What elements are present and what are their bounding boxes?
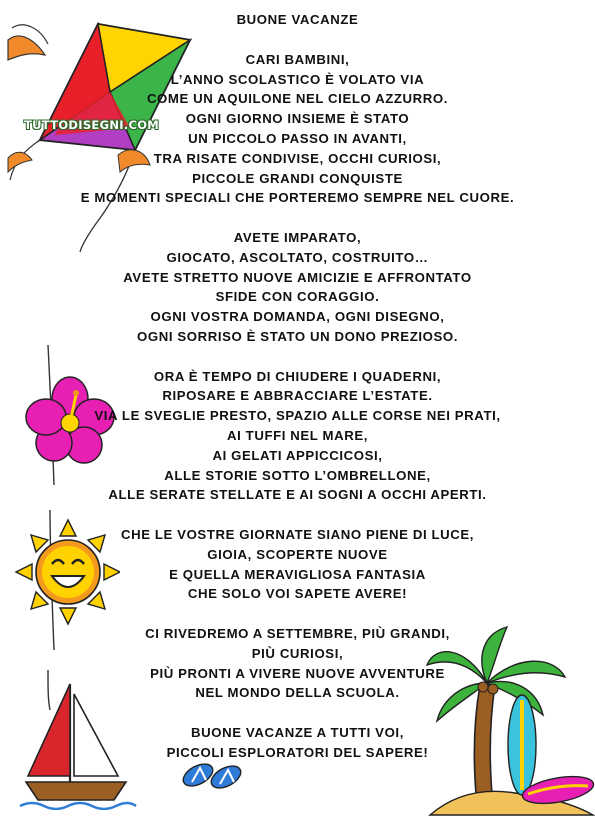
poem-line: UN PICCOLO PASSO IN AVANTI, [188,130,407,146]
poem-line: E MOMENTI SPECIALI CHE PORTEREMO SEMPRE NEL CUORE. [80,190,515,206]
stanza [0,525,595,604]
poem-line: TRA RISATE CONDIVISE, OCCHI CURIOSI, [153,150,442,166]
watermark-text: TUTTODISEGNI.COM [24,118,160,132]
poem-stanzas [0,50,595,763]
poem-line: OGNI SORRISO È STATO UN DONO PREZIOSO. [136,328,458,344]
poem-line: PICCOLE GRANDI CONQUISTE [192,170,403,186]
poem-line: COME UN AQUILONE NEL CIELO AZZURRO. [146,91,449,107]
poem-line: AI GELATI APPICCICOSI, [212,447,383,463]
poem-line: PICCOLI ESPLORATORI DEL SAPERE! [166,744,429,760]
poem-line: RIPOSARE E ABBRACCIARE L’ESTATE. [162,388,433,404]
poem-line: CHE LE VOSTRE GIORNATE SIANO PIENE DI LUCE, [120,526,475,542]
poem-line: ALLE SERATE STELLATE E AI SOGNI A OCCHI APERTI. [108,487,487,503]
poem-line: NEL MONDO DELLA SCUOLA. [195,685,400,701]
stanza [0,228,595,347]
poem-line: PIÙ PRONTI A VIVERE NUOVE AVVENTURE [150,665,445,681]
poem-line: VIA LE SVEGLIE PRESTO, SPAZIO ALLE CORSE NEI PRATI, [94,408,501,424]
stanza [0,367,595,506]
poem-line: CARI BAMBINI, [245,51,350,67]
poem-line: BUONE VACANZE A TUTTI VOI, [191,724,404,740]
poem-line: OGNI GIORNO INSIEME È STATO [185,111,410,127]
stanza [0,723,595,763]
stanza [0,624,595,703]
poem-line: CI RIVEDREMO A SETTEMBRE, PIÙ GRANDI, [145,625,450,641]
poem-line: ALLE STORIE SOTTO L’OMBRELLONE, [164,467,431,483]
poem-line: E QUELLA MERAVIGLIOSA FANTASIA [169,566,426,582]
poem-line: AVETE STRETTO NUOVE AMICIZIE E AFFRONTATO [123,269,472,285]
poem-line: ORA È TEMPO DI CHIUDERE I QUADERNI, [153,368,442,384]
poem-title: BUONE VACANZE [236,12,359,27]
poem-line: CHE SOLO VOI SAPETE AVERE! [187,586,408,602]
poem-line: AI TUFFI NEL MARE, [227,427,368,443]
poem-line: OGNI VOSTRA DOMANDA, OGNI DISEGNO, [150,309,445,325]
poem-line: L’ANNO SCOLASTICO È VOLATO VIA [170,71,425,87]
poem-line: AVETE IMPARATO, [233,229,362,245]
poem-line: SFIDE CON CORAGGIO. [215,289,380,305]
poem-line: PIÙ CURIOSI, [251,645,344,661]
poem-line: GIOIA, SCOPERTE NUOVE [207,546,388,562]
poem-line: GIOCATO, ASCOLTATO, COSTRUITO… [166,249,429,265]
